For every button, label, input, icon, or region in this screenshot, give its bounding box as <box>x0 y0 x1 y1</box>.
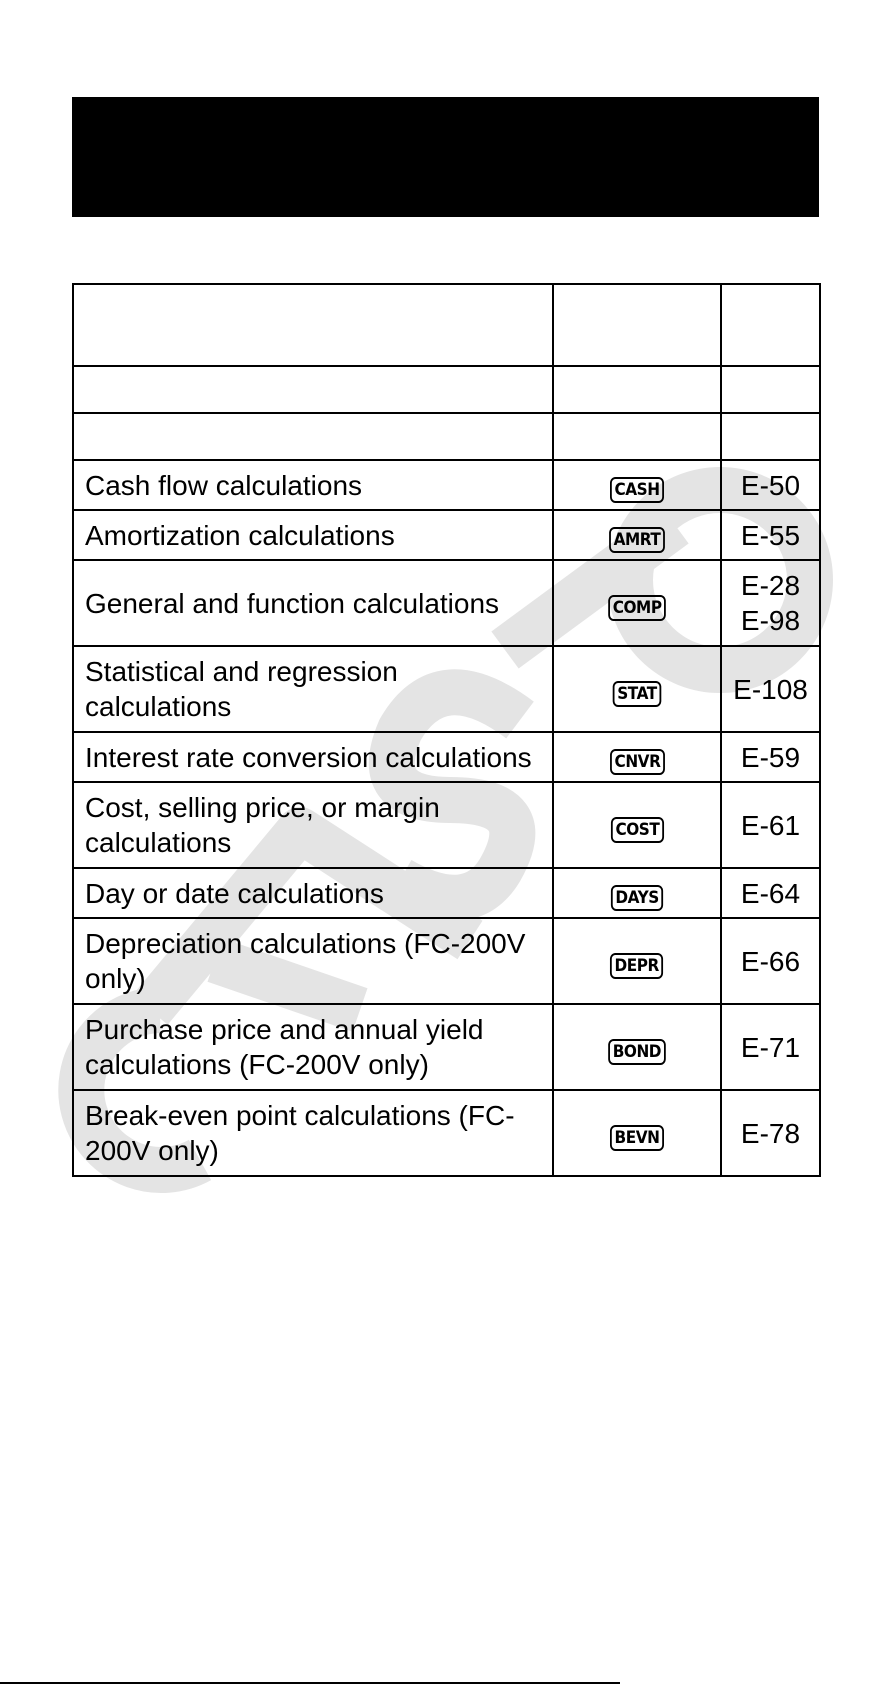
mode-name: Amortization calculations <box>73 510 553 560</box>
amrt-key-icon: AMRT <box>609 527 665 553</box>
mode-name: General and function calculations <box>73 560 553 646</box>
table-row <box>73 366 820 413</box>
mode-name: Cash flow calculations <box>73 460 553 510</box>
mode-name: Purchase price and annual yield calculations (FC-200V only) <box>73 1004 553 1090</box>
page-ref: E-108 <box>721 646 820 732</box>
page-ref: E-66 <box>721 918 820 1004</box>
page-ref: E-78 <box>721 1090 820 1176</box>
table-row <box>73 732 820 782</box>
table-row <box>73 1090 820 1176</box>
table-row <box>73 413 820 460</box>
page-ref: E-50 <box>721 460 820 510</box>
table-row <box>73 918 820 1004</box>
page-ref: E-71 <box>721 1004 820 1090</box>
table-row <box>73 782 820 868</box>
bond-key-icon: BOND <box>608 1039 665 1065</box>
page-ref: E-64 <box>721 868 820 918</box>
mode-name: Break-even point calculations (FC-200V only) <box>73 1090 553 1176</box>
cost-key-icon: COST <box>611 817 664 843</box>
table-row <box>73 646 820 732</box>
bevn-key-icon: BEVN <box>610 1125 664 1151</box>
depr-key-icon: DEPR <box>610 953 663 979</box>
page-ref: E-28 E-98 <box>721 560 820 646</box>
table-header-row <box>73 284 820 366</box>
mode-name: Interest rate conversion calculations <box>73 732 553 782</box>
cnvr-key-icon: CNVR <box>610 749 665 775</box>
days-key-icon: DAYS <box>611 885 663 911</box>
mode-name: Day or date calculations <box>73 868 553 918</box>
page-ref: E-55 <box>721 510 820 560</box>
page-ref: E-59 <box>721 732 820 782</box>
stat-key-icon: STAT <box>613 681 662 707</box>
table-row <box>73 510 820 560</box>
table-row <box>73 560 820 646</box>
header-cell <box>721 284 820 366</box>
comp-key-icon: COMP <box>608 595 666 621</box>
mode-name: Statistical and regression calculations <box>73 646 553 732</box>
header-cell <box>73 284 553 366</box>
bottom-rule <box>0 1682 620 1684</box>
calculation-mode-table <box>72 283 821 1177</box>
page-ref: E-61 <box>721 782 820 868</box>
section-header-band <box>72 97 819 217</box>
table-row <box>73 460 820 510</box>
mode-name: Cost, selling price, or margin calculations <box>73 782 553 868</box>
mode-name: Depreciation calculations (FC-200V only) <box>73 918 553 1004</box>
table-row <box>73 868 820 918</box>
table-row <box>73 1004 820 1090</box>
cash-key-icon: CASH <box>610 477 664 503</box>
header-cell <box>553 284 721 366</box>
